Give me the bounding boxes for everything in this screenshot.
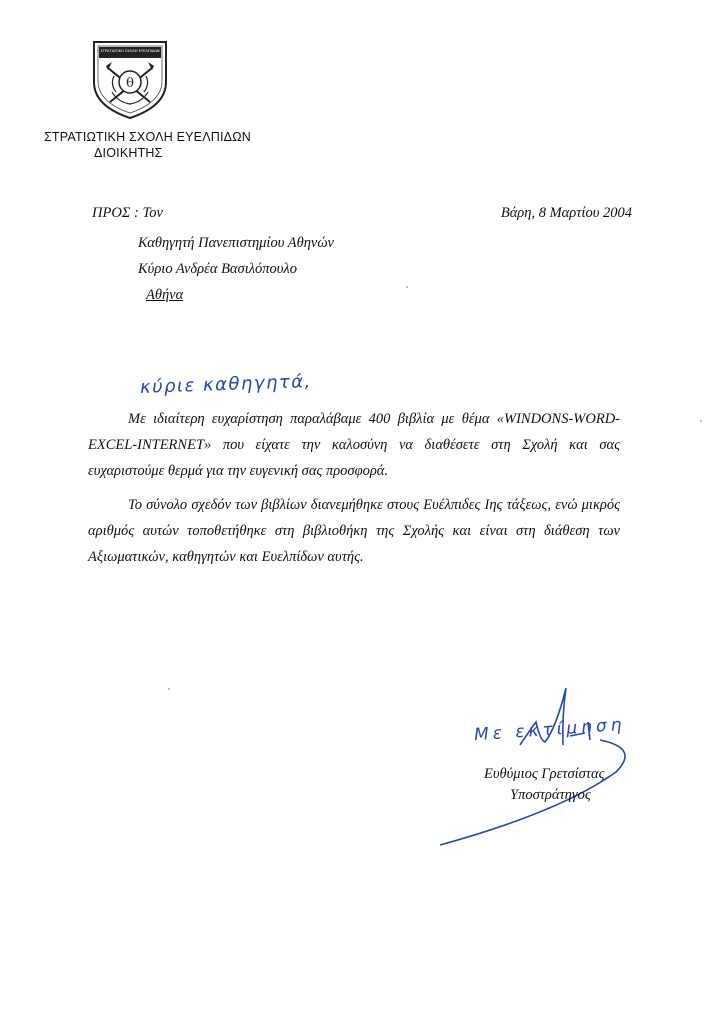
emblem-banner-text: ΣΤΡΑΤΙΩΤΙΚΗ ΣΧΟΛΗ ΕΥΕΛΠΙΔΩΝ [100, 49, 160, 53]
recipient-line-1: Καθηγητή Πανεπιστημίου Αθηνών [138, 235, 334, 251]
signatory-name: Ευθύμιος Γρετσίστας [484, 766, 605, 782]
scan-speck [168, 688, 170, 690]
handwritten-salutation: κύριε καθηγητά, [139, 371, 313, 398]
recipient-line-2: Κύριο Ανδρέα Βασιλόπουλο [138, 261, 297, 277]
handwritten-closing: Με εκτίμηση [473, 714, 627, 746]
paragraph-1: Με ιδιαίτερη ευχαρίστηση παραλάβαμε 400 βιβλία με θέμα «WINDONS-WORD-EXCEL-INTERNET» που είχατε την καλοσύνη να διαθέσετε στη Σχολή και σας ευχαριστούμε θερμά για την ευγενική σας προσφορά. [88, 411, 620, 479]
paragraph-2: Το σύνολο σχεδόν των βιβλίων διανεμήθηκε στους Ευέλπιδες Ιης τάξεως, ενώ μικρός αριθμός αυτών τοποθετήθηκε στη βιβλιοθήκη της Σχολής και είναι στη διάθεση των Αξιωματικών, καθηγητών και Ευελπίδων αυτής. [88, 497, 620, 565]
signatory-rank: Υποστράτηγος [510, 787, 591, 803]
recipient-to-label: ΠΡΟΣ : Τον [92, 205, 163, 221]
academy-emblem [88, 36, 172, 120]
scan-speck [700, 420, 702, 422]
scan-speck [406, 286, 408, 288]
svg-text:θ: θ [126, 76, 134, 91]
office-title: ΔΙΟΙΚΗΤΗΣ [94, 146, 163, 160]
letter-body [88, 406, 620, 570]
letter-date: Βάρη, 8 Μαρτίου 2004 [500, 205, 632, 221]
institution-name: ΣΤΡΑΤΙΩΤΙΚΗ ΣΧΟΛΗ ΕΥΕΛΠΙΔΩΝ [44, 130, 251, 144]
recipient-city: Αθήνα [146, 287, 184, 303]
